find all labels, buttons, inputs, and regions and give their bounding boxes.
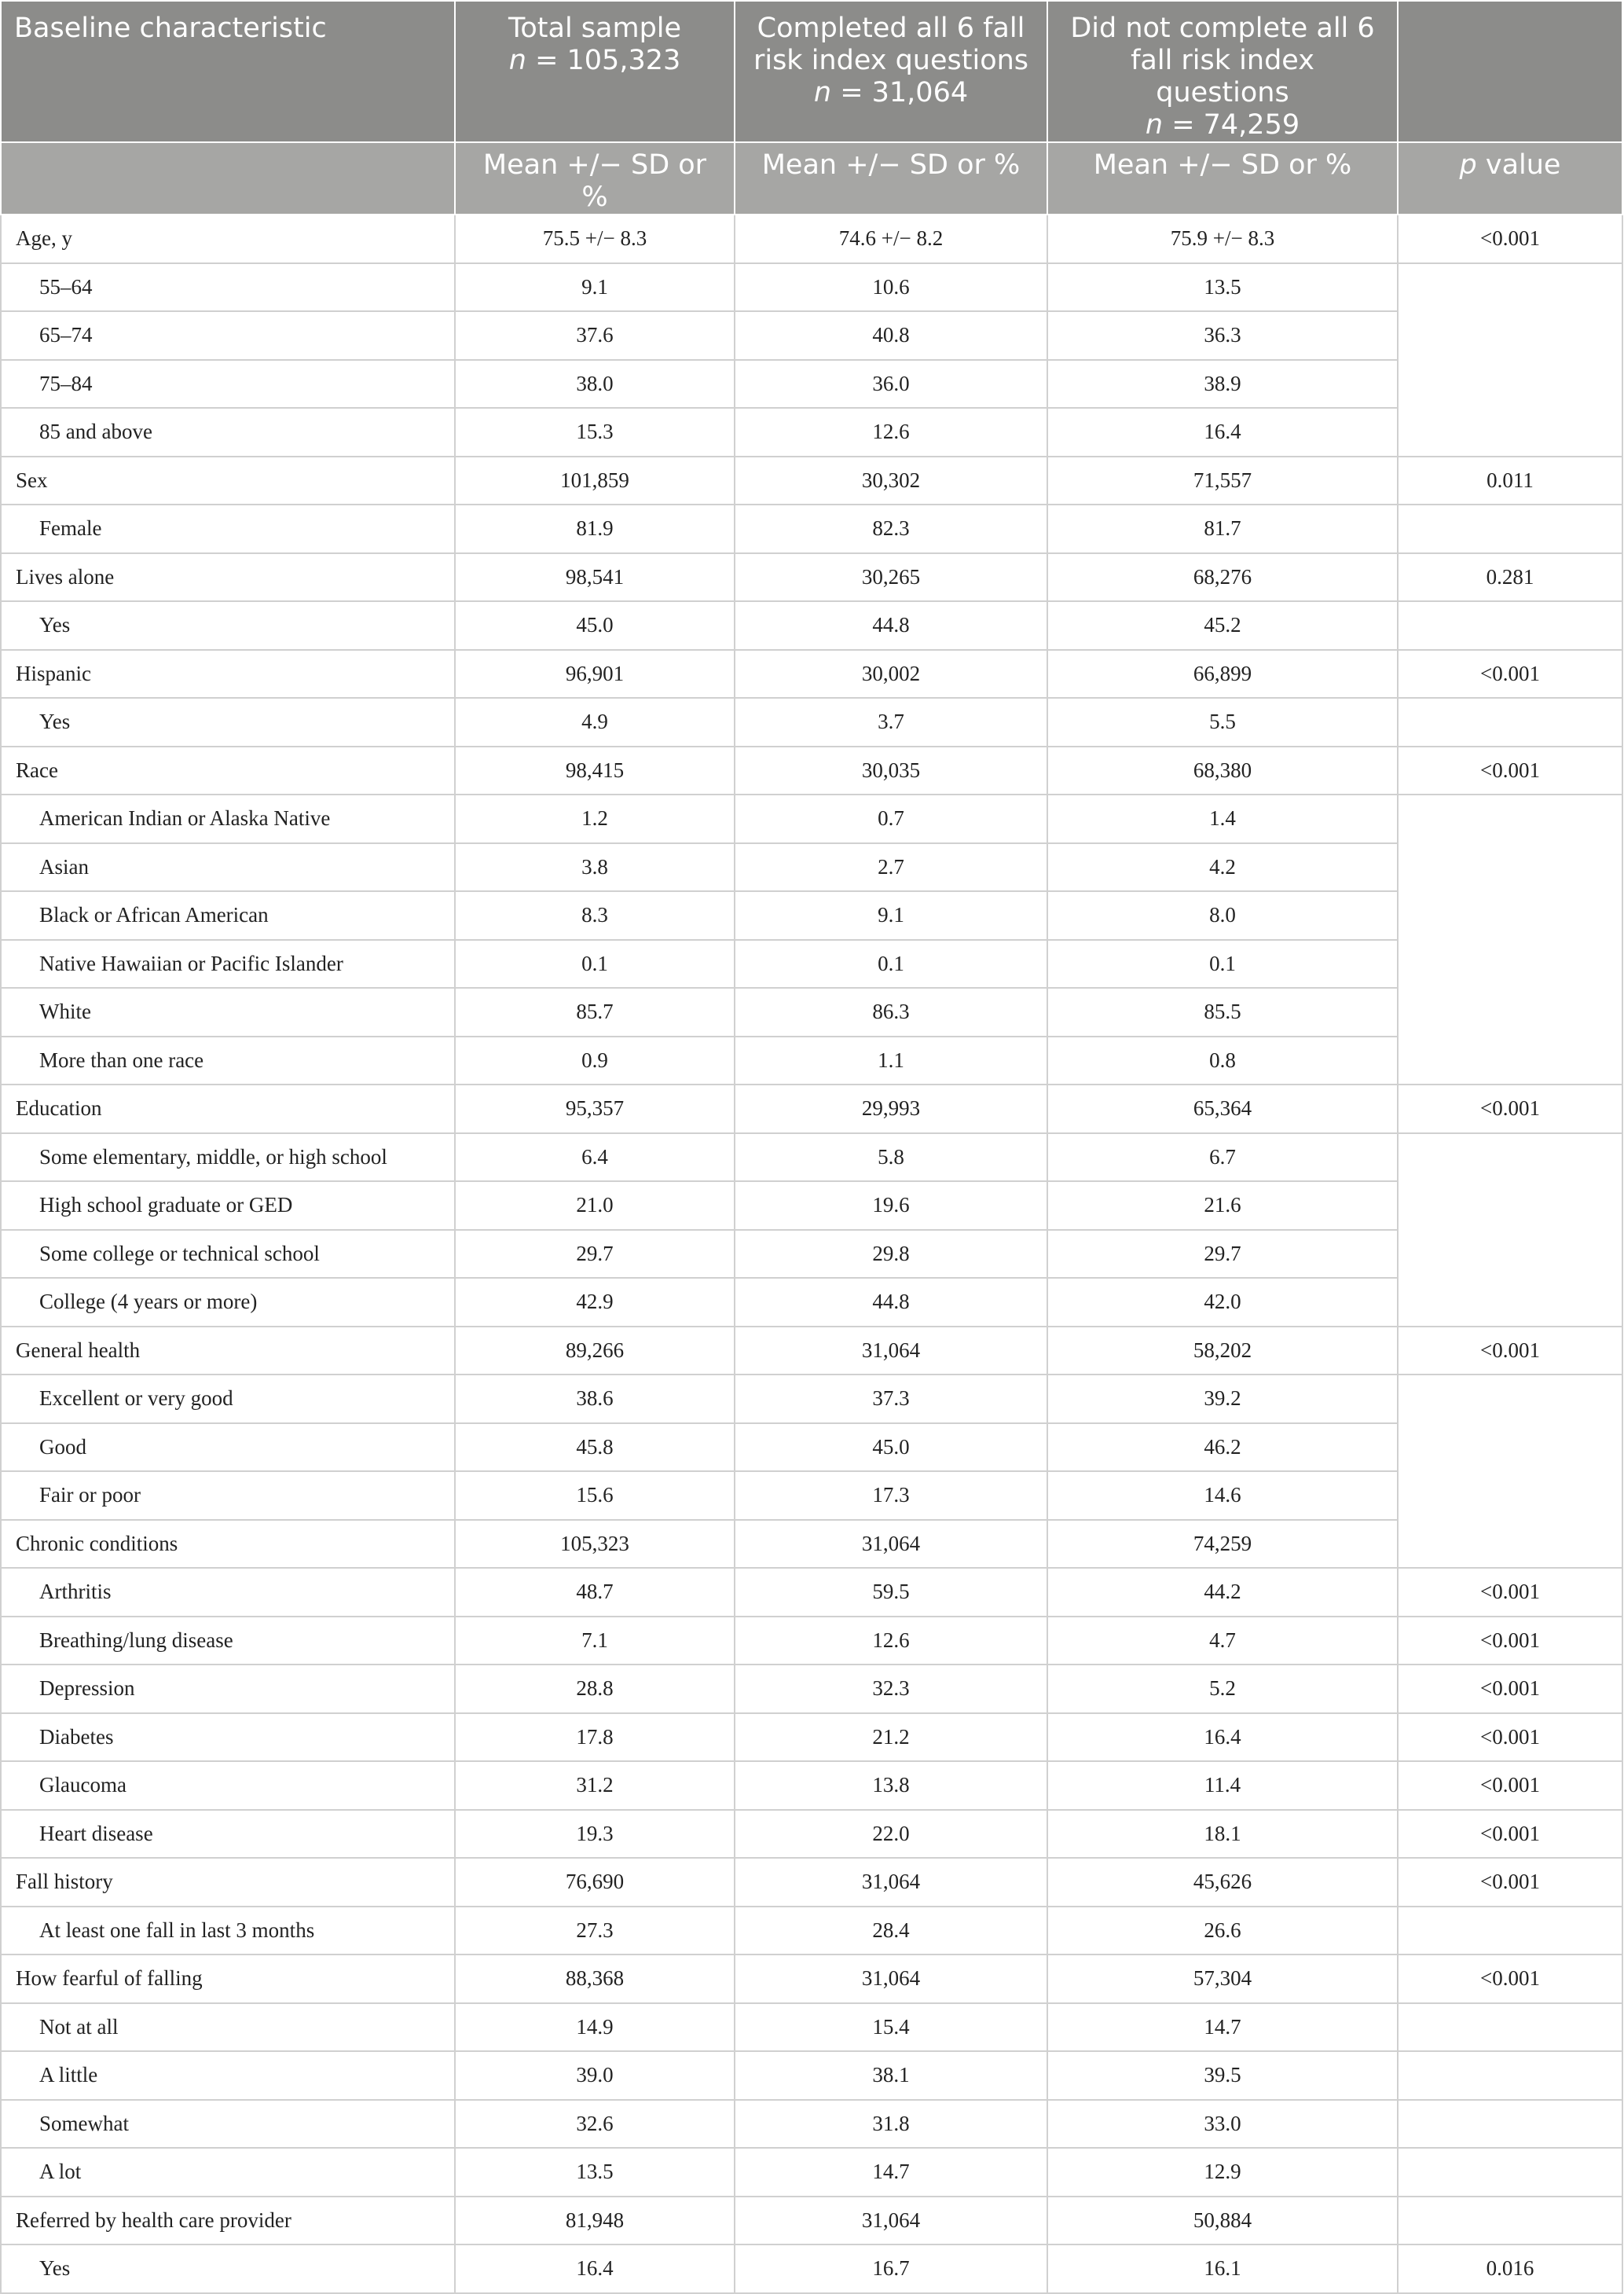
cell-total: 14.9 bbox=[455, 2003, 735, 2052]
cell-total: 38.6 bbox=[455, 1375, 735, 1423]
table-row bbox=[1, 1181, 1622, 1230]
table-row bbox=[1, 1713, 1622, 1762]
table-row bbox=[1, 2148, 1622, 2197]
cell-total: 81.9 bbox=[455, 505, 735, 553]
cell-not-completed: 65,364 bbox=[1047, 1085, 1398, 1133]
subheader-not-completed-stat: Mean +/− SD or % bbox=[1047, 142, 1398, 215]
cell-completed: 31,064 bbox=[735, 2197, 1047, 2245]
table-row bbox=[1, 1423, 1622, 1472]
cell-p-value: 0.281 bbox=[1398, 553, 1622, 602]
row-label: A lot bbox=[1, 2148, 455, 2197]
cell-not-completed: 0.8 bbox=[1047, 1037, 1398, 1085]
cell-completed: 31,064 bbox=[735, 1858, 1047, 1907]
row-label: Hispanic bbox=[1, 650, 455, 699]
cell-completed: 30,265 bbox=[735, 553, 1047, 602]
cell-total: 45.8 bbox=[455, 1423, 735, 1472]
cell-total: 105,323 bbox=[455, 1520, 735, 1569]
cell-total: 96,901 bbox=[455, 650, 735, 699]
table-row bbox=[1, 891, 1622, 940]
row-label: Yes bbox=[1, 2244, 455, 2293]
cell-completed: 29,993 bbox=[735, 1085, 1047, 1133]
row-label: Somewhat bbox=[1, 2100, 455, 2149]
cell-total: 75.5 +/− 8.3 bbox=[455, 215, 735, 263]
cell-not-completed: 36.3 bbox=[1047, 311, 1398, 360]
row-label: Yes bbox=[1, 698, 455, 747]
row-label: Black or African American bbox=[1, 891, 455, 940]
row-label: 85 and above bbox=[1, 408, 455, 457]
row-label: Age, y bbox=[1, 215, 455, 263]
table-row bbox=[1, 360, 1622, 409]
row-label: High school graduate or GED bbox=[1, 1181, 455, 1230]
header-total-n-value: = 105,323 bbox=[526, 45, 681, 76]
cell-completed: 31,064 bbox=[735, 1520, 1047, 1569]
cell-total: 19.3 bbox=[455, 1810, 735, 1859]
cell-total: 16.4 bbox=[455, 2244, 735, 2293]
table-row bbox=[1, 1037, 1622, 1085]
table-row bbox=[1, 601, 1622, 650]
subheader-completed-stat: Mean +/− SD or % bbox=[735, 142, 1047, 215]
cell-not-completed: 5.2 bbox=[1047, 1665, 1398, 1713]
cell-completed: 10.6 bbox=[735, 263, 1047, 312]
cell-total: 4.9 bbox=[455, 698, 735, 747]
cell-p-value bbox=[1398, 2148, 1622, 2197]
cell-not-completed: 18.1 bbox=[1047, 1810, 1398, 1859]
table-row bbox=[1, 988, 1622, 1037]
header-not-completed-line1: Did not complete all 6 bbox=[1070, 13, 1375, 44]
table-row bbox=[1, 1133, 1622, 1182]
cell-total: 17.8 bbox=[455, 1713, 735, 1762]
table-row bbox=[1, 2003, 1622, 2052]
table-row bbox=[1, 505, 1622, 553]
cell-total: 6.4 bbox=[455, 1133, 735, 1182]
table-row bbox=[1, 311, 1622, 360]
cell-completed: 12.6 bbox=[735, 408, 1047, 457]
cell-total: 0.1 bbox=[455, 940, 735, 989]
cell-not-completed: 33.0 bbox=[1047, 2100, 1398, 2149]
cell-total: 98,541 bbox=[455, 553, 735, 602]
cell-completed: 31.8 bbox=[735, 2100, 1047, 2149]
cell-total: 21.0 bbox=[455, 1181, 735, 1230]
row-label: Race bbox=[1, 747, 455, 795]
cell-not-completed: 68,380 bbox=[1047, 747, 1398, 795]
subheader-p-label: value bbox=[1476, 149, 1561, 181]
header-completed-n-value: = 31,064 bbox=[831, 77, 969, 108]
table-row bbox=[1, 1520, 1622, 1569]
table-row bbox=[1, 2051, 1622, 2100]
table-row bbox=[1, 747, 1622, 795]
cell-completed: 30,002 bbox=[735, 650, 1047, 699]
cell-total: 81,948 bbox=[455, 2197, 735, 2245]
cell-completed: 37.3 bbox=[735, 1375, 1047, 1423]
cell-not-completed: 14.7 bbox=[1047, 2003, 1398, 2052]
row-label: 65–74 bbox=[1, 311, 455, 360]
cell-completed: 38.1 bbox=[735, 2051, 1047, 2100]
cell-total: 3.8 bbox=[455, 843, 735, 892]
cell-total: 29.7 bbox=[455, 1230, 735, 1279]
cell-not-completed: 46.2 bbox=[1047, 1423, 1398, 1472]
cell-not-completed: 13.5 bbox=[1047, 263, 1398, 312]
cell-total: 95,357 bbox=[455, 1085, 735, 1133]
row-label: Chronic conditions bbox=[1, 1520, 455, 1569]
cell-completed: 14.7 bbox=[735, 2148, 1047, 2197]
header-total-title: Total sample bbox=[508, 13, 682, 44]
cell-completed: 12.6 bbox=[735, 1617, 1047, 1665]
table-row bbox=[1, 2100, 1622, 2149]
cell-not-completed: 14.6 bbox=[1047, 1471, 1398, 1520]
header-total-sample bbox=[455, 1, 735, 142]
cell-completed: 19.6 bbox=[735, 1181, 1047, 1230]
subheader-row bbox=[1, 142, 1622, 215]
table-row bbox=[1, 1761, 1622, 1810]
cell-total: 88,368 bbox=[455, 1954, 735, 2003]
cell-total: 28.8 bbox=[455, 1665, 735, 1713]
table-row bbox=[1, 408, 1622, 457]
cell-total: 45.0 bbox=[455, 601, 735, 650]
cell-p-value: <0.001 bbox=[1398, 650, 1622, 699]
cell-completed: 17.3 bbox=[735, 1471, 1047, 1520]
cell-p-value bbox=[1398, 795, 1622, 1085]
cell-total: 15.3 bbox=[455, 408, 735, 457]
cell-p-value bbox=[1398, 698, 1622, 747]
cell-total: 1.2 bbox=[455, 795, 735, 843]
row-label: General health bbox=[1, 1327, 455, 1375]
row-label: Some elementary, middle, or high school bbox=[1, 1133, 455, 1182]
table-row bbox=[1, 698, 1622, 747]
cell-total: 101,859 bbox=[455, 457, 735, 505]
row-label: Sex bbox=[1, 457, 455, 505]
cell-not-completed: 21.6 bbox=[1047, 1181, 1398, 1230]
header-not-completed-n-symbol: n bbox=[1145, 109, 1164, 141]
cell-completed: 15.4 bbox=[735, 2003, 1047, 2052]
cell-completed: 40.8 bbox=[735, 311, 1047, 360]
cell-total: 38.0 bbox=[455, 360, 735, 409]
cell-completed: 29.8 bbox=[735, 1230, 1047, 1279]
table-row bbox=[1, 215, 1622, 263]
table-row bbox=[1, 1375, 1622, 1423]
table-row bbox=[1, 1665, 1622, 1713]
row-label: At least one fall in last 3 months bbox=[1, 1907, 455, 1955]
table-row bbox=[1, 1471, 1622, 1520]
row-label: Breathing/lung disease bbox=[1, 1617, 455, 1665]
header-not-completed-n-value: = 74,259 bbox=[1163, 109, 1300, 141]
cell-not-completed: 68,276 bbox=[1047, 553, 1398, 602]
cell-completed: 5.8 bbox=[735, 1133, 1047, 1182]
cell-completed: 0.7 bbox=[735, 795, 1047, 843]
cell-total: 39.0 bbox=[455, 2051, 735, 2100]
cell-completed: 82.3 bbox=[735, 505, 1047, 553]
cell-p-value: <0.001 bbox=[1398, 1761, 1622, 1810]
cell-not-completed: 71,557 bbox=[1047, 457, 1398, 505]
cell-completed: 44.8 bbox=[735, 601, 1047, 650]
cell-not-completed: 66,899 bbox=[1047, 650, 1398, 699]
cell-p-value: <0.001 bbox=[1398, 1713, 1622, 1762]
cell-p-value bbox=[1398, 2100, 1622, 2149]
cell-p-value: <0.001 bbox=[1398, 1327, 1622, 1375]
cell-completed: 16.7 bbox=[735, 2244, 1047, 2293]
cell-p-value bbox=[1398, 2003, 1622, 2052]
cell-not-completed: 45,626 bbox=[1047, 1858, 1398, 1907]
row-label: Diabetes bbox=[1, 1713, 455, 1762]
cell-p-value: <0.001 bbox=[1398, 1858, 1622, 1907]
cell-not-completed: 6.7 bbox=[1047, 1133, 1398, 1182]
table-row bbox=[1, 1617, 1622, 1665]
table-row bbox=[1, 1568, 1622, 1617]
subheader-p-value bbox=[1398, 142, 1622, 215]
header-not-completed bbox=[1047, 1, 1398, 142]
cell-total: 7.1 bbox=[455, 1617, 735, 1665]
row-label: Asian bbox=[1, 843, 455, 892]
table-row bbox=[1, 1954, 1622, 2003]
cell-not-completed: 81.7 bbox=[1047, 505, 1398, 553]
row-label: How fearful of falling bbox=[1, 1954, 455, 2003]
cell-total: 13.5 bbox=[455, 2148, 735, 2197]
cell-completed: 30,035 bbox=[735, 747, 1047, 795]
cell-not-completed: 85.5 bbox=[1047, 988, 1398, 1037]
cell-not-completed: 16.4 bbox=[1047, 408, 1398, 457]
cell-p-value bbox=[1398, 1133, 1622, 1327]
row-label: Native Hawaiian or Pacific Islander bbox=[1, 940, 455, 989]
header-not-completed-line2: fall risk index questions bbox=[1131, 45, 1314, 108]
table-row bbox=[1, 1907, 1622, 1955]
cell-completed: 9.1 bbox=[735, 891, 1047, 940]
table-row bbox=[1, 457, 1622, 505]
header-completed-line2: risk index questions bbox=[753, 45, 1029, 76]
cell-completed: 0.1 bbox=[735, 940, 1047, 989]
row-label: A little bbox=[1, 2051, 455, 2100]
table-row bbox=[1, 1230, 1622, 1279]
table-row bbox=[1, 1810, 1622, 1859]
row-label: Fair or poor bbox=[1, 1471, 455, 1520]
row-label: Female bbox=[1, 505, 455, 553]
cell-completed: 21.2 bbox=[735, 1713, 1047, 1762]
cell-p-value bbox=[1398, 263, 1622, 457]
row-label: College (4 years or more) bbox=[1, 1278, 455, 1327]
row-label: Yes bbox=[1, 601, 455, 650]
cell-p-value bbox=[1398, 505, 1622, 553]
cell-p-value: <0.001 bbox=[1398, 747, 1622, 795]
cell-total: 76,690 bbox=[455, 1858, 735, 1907]
cell-total: 9.1 bbox=[455, 263, 735, 312]
cell-total: 42.9 bbox=[455, 1278, 735, 1327]
cell-completed: 2.7 bbox=[735, 843, 1047, 892]
cell-not-completed: 39.5 bbox=[1047, 2051, 1398, 2100]
cell-not-completed: 1.4 bbox=[1047, 795, 1398, 843]
cell-completed: 74.6 +/− 8.2 bbox=[735, 215, 1047, 263]
header-total-n-symbol: n bbox=[508, 45, 526, 76]
row-label: Fall history bbox=[1, 1858, 455, 1907]
cell-not-completed: 50,884 bbox=[1047, 2197, 1398, 2245]
row-label: Good bbox=[1, 1423, 455, 1472]
cell-total: 8.3 bbox=[455, 891, 735, 940]
cell-not-completed: 11.4 bbox=[1047, 1761, 1398, 1810]
cell-p-value bbox=[1398, 601, 1622, 650]
cell-total: 98,415 bbox=[455, 747, 735, 795]
cell-completed: 44.8 bbox=[735, 1278, 1047, 1327]
table-row bbox=[1, 2244, 1622, 2293]
cell-not-completed: 57,304 bbox=[1047, 1954, 1398, 2003]
cell-p-value bbox=[1398, 2051, 1622, 2100]
header-baseline-characteristic: Baseline characteristic bbox=[1, 1, 455, 142]
row-label: Arthritis bbox=[1, 1568, 455, 1617]
cell-completed: 3.7 bbox=[735, 698, 1047, 747]
cell-total: 37.6 bbox=[455, 311, 735, 360]
cell-p-value: <0.001 bbox=[1398, 1665, 1622, 1713]
cell-p-value: 0.016 bbox=[1398, 2244, 1622, 2293]
cell-total: 15.6 bbox=[455, 1471, 735, 1520]
table-row bbox=[1, 1858, 1622, 1907]
row-label: Not at all bbox=[1, 2003, 455, 2052]
cell-not-completed: 45.2 bbox=[1047, 601, 1398, 650]
cell-not-completed: 5.5 bbox=[1047, 698, 1398, 747]
cell-total: 0.9 bbox=[455, 1037, 735, 1085]
row-label: 75–84 bbox=[1, 360, 455, 409]
cell-completed: 31,064 bbox=[735, 1954, 1047, 2003]
row-label: American Indian or Alaska Native bbox=[1, 795, 455, 843]
cell-total: 85.7 bbox=[455, 988, 735, 1037]
subheader-total-stat: Mean +/− SD or % bbox=[455, 142, 735, 215]
table-row bbox=[1, 940, 1622, 989]
cell-total: 31.2 bbox=[455, 1761, 735, 1810]
subheader-p-symbol: p bbox=[1459, 149, 1477, 181]
row-label: Lives alone bbox=[1, 553, 455, 602]
table-row bbox=[1, 1327, 1622, 1375]
header-p-blank bbox=[1398, 1, 1622, 142]
cell-not-completed: 29.7 bbox=[1047, 1230, 1398, 1279]
cell-completed: 30,302 bbox=[735, 457, 1047, 505]
cell-completed: 22.0 bbox=[735, 1810, 1047, 1859]
row-label: Glaucoma bbox=[1, 1761, 455, 1810]
row-label: More than one race bbox=[1, 1037, 455, 1085]
table-row bbox=[1, 650, 1622, 699]
cell-not-completed: 75.9 +/− 8.3 bbox=[1047, 215, 1398, 263]
row-label: White bbox=[1, 988, 455, 1037]
cell-p-value: <0.001 bbox=[1398, 215, 1622, 263]
cell-completed: 31,064 bbox=[735, 1327, 1047, 1375]
cell-completed: 1.1 bbox=[735, 1037, 1047, 1085]
table-row bbox=[1, 1278, 1622, 1327]
cell-p-value: <0.001 bbox=[1398, 1085, 1622, 1133]
cell-p-value bbox=[1398, 1907, 1622, 1955]
cell-not-completed: 8.0 bbox=[1047, 891, 1398, 940]
cell-p-value: <0.001 bbox=[1398, 1568, 1622, 1617]
row-label: Referred by health care provider bbox=[1, 2197, 455, 2245]
row-label: Some college or technical school bbox=[1, 1230, 455, 1279]
cell-not-completed: 74,259 bbox=[1047, 1520, 1398, 1569]
cell-not-completed: 42.0 bbox=[1047, 1278, 1398, 1327]
table-body bbox=[1, 215, 1622, 2293]
table-row bbox=[1, 553, 1622, 602]
header-completed-line1: Completed all 6 fall bbox=[757, 13, 1025, 44]
cell-completed: 28.4 bbox=[735, 1907, 1047, 1955]
cell-completed: 86.3 bbox=[735, 988, 1047, 1037]
row-label: Heart disease bbox=[1, 1810, 455, 1859]
table-row bbox=[1, 1085, 1622, 1133]
table-row bbox=[1, 263, 1622, 312]
cell-p-value: 0.011 bbox=[1398, 457, 1622, 505]
cell-not-completed: 44.2 bbox=[1047, 1568, 1398, 1617]
row-label: Education bbox=[1, 1085, 455, 1133]
header-completed bbox=[735, 1, 1047, 142]
cell-not-completed: 12.9 bbox=[1047, 2148, 1398, 2197]
cell-p-value: <0.001 bbox=[1398, 1810, 1622, 1859]
cell-completed: 32.3 bbox=[735, 1665, 1047, 1713]
cell-p-value: <0.001 bbox=[1398, 1617, 1622, 1665]
cell-not-completed: 16.4 bbox=[1047, 1713, 1398, 1762]
cell-total: 48.7 bbox=[455, 1568, 735, 1617]
row-label: 55–64 bbox=[1, 263, 455, 312]
row-label: Depression bbox=[1, 1665, 455, 1713]
cell-not-completed: 58,202 bbox=[1047, 1327, 1398, 1375]
cell-completed: 13.8 bbox=[735, 1761, 1047, 1810]
cell-completed: 59.5 bbox=[735, 1568, 1047, 1617]
cell-not-completed: 39.2 bbox=[1047, 1375, 1398, 1423]
table-row bbox=[1, 843, 1622, 892]
cell-not-completed: 16.1 bbox=[1047, 2244, 1398, 2293]
cell-completed: 36.0 bbox=[735, 360, 1047, 409]
table-row bbox=[1, 795, 1622, 843]
header-completed-n-symbol: n bbox=[813, 77, 832, 108]
cell-not-completed: 38.9 bbox=[1047, 360, 1398, 409]
cell-total: 89,266 bbox=[455, 1327, 735, 1375]
cell-not-completed: 4.7 bbox=[1047, 1617, 1398, 1665]
subheader-blank bbox=[1, 142, 455, 215]
cell-total: 32.6 bbox=[455, 2100, 735, 2149]
cell-not-completed: 26.6 bbox=[1047, 1907, 1398, 1955]
cell-not-completed: 4.2 bbox=[1047, 843, 1398, 892]
cell-p-value: <0.001 bbox=[1398, 1954, 1622, 2003]
header-row bbox=[1, 1, 1622, 142]
cell-not-completed: 0.1 bbox=[1047, 940, 1398, 989]
row-label: Excellent or very good bbox=[1, 1375, 455, 1423]
cell-p-value bbox=[1398, 1375, 1622, 1568]
cell-completed: 45.0 bbox=[735, 1423, 1047, 1472]
cell-total: 27.3 bbox=[455, 1907, 735, 1955]
